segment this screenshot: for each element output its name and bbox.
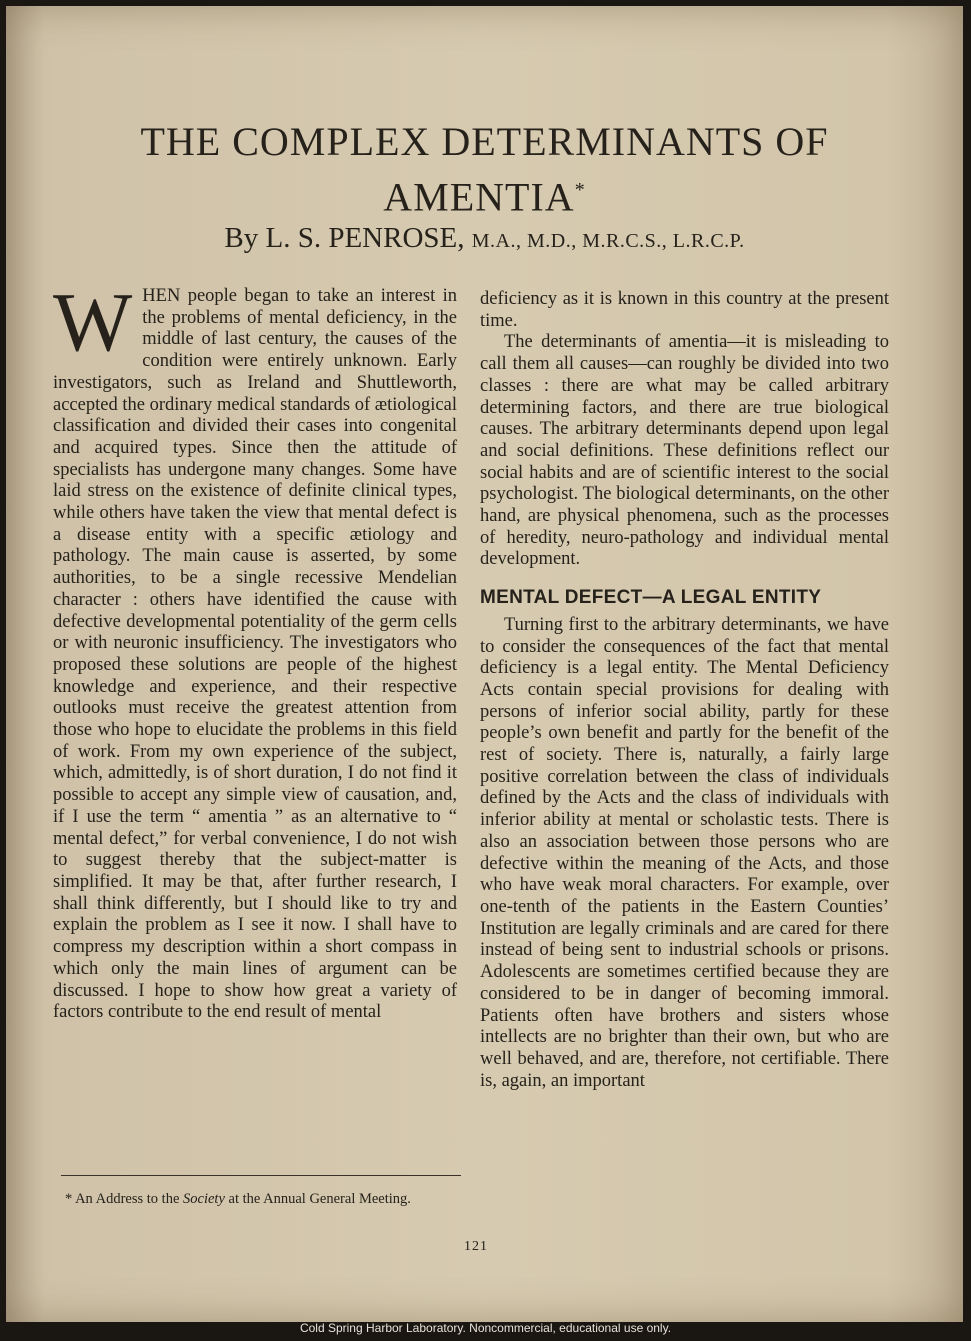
journal-page xyxy=(6,6,963,1322)
drop-cap: W xyxy=(53,276,133,369)
page-number: 121 xyxy=(464,1239,488,1254)
author-name: By L. S. PENROSE, xyxy=(224,222,465,254)
image-credit: Cold Spring Harbor Laboratory. Noncommercial, educational use only. xyxy=(299,1321,672,1335)
footnote-text-start: * An Address to the xyxy=(65,1191,184,1207)
footnote-text-end: at the Annual General Meeting. xyxy=(224,1191,411,1207)
intro-paragraph: HEN people began to take an interest in the problems of mental deficiency, in the middle of last century, the causes of the condition were entirely unknown. Early investigators, such as Ireland and Shuttleworth, accepted the ordinary medical standards of ætiological classification and divided their cases into congenital and acquired types. Since then the attitude of specialists has undergone many changes. Some have laid stress on the existence of definite clinical types, while others have taken the view that mental defect is a disease entity with a specific ætiology and pathology. The main cause is asserted, by some authorities, to be a single recessive Mendelian character : others have identified the cause with defective developmental potentiality of the germ cells or with neuronic insufficiency. The investigators who proposed these solutions are people of the highest knowledge and experience, and their respective outlooks must receive the greatest attention from those who hope to elucidate the problems in this field of work. From my own experience of the subject, which, admittedly, is of short duration, I do not find it possible to accept any simple view of causation, and, if I use the term “ amentia ” as an alternative to “ mental defect,” for verbal convenience, I do not wish to suggest thereby that the subject-matter is simplified. It may be that, after further research, I shall think differently, but I should like to try and explain the problem as I see it now. I shall have to compress my description within a short compass in which only the main lines of argument can be discussed. I hope to show how great a variety of factors contribute to the end result of mental xyxy=(53,286,457,1023)
paragraph-determinants: The determinants of amentia—it is misleading to call them all causes—can roughly be divided into two classes : there are what may be called arbitrary determining factors, and there are true biological causes. The arbitrary determinants depend upon legal and social definitions. These definitions reflect our social habits and are of scientific interest to the social psychologist. The biological determinants, on the other hand, are physical phenomena, such as the processes of heredity, neuro-pathology and individual mental development. xyxy=(480,332,889,570)
right-column xyxy=(480,289,889,1092)
footnote xyxy=(53,1192,463,1207)
footnote-rule xyxy=(61,1175,461,1176)
paragraph-legal-entity: Turning first to the arbitrary determinants, we have to consider the consequences of the fact that mental deficiency is a legal entity. The Mental Deficiency Acts contain special provisions for dealing with persons of inferior social ability, partly for these people’s own benefit and partly for the benefit of the rest of society. There is, naturally, a fairly large positive correlation between the class of individuals defined by the Acts and the class of individuals with inferior ability at mental or scholastic tests. There is also an association between those persons who are defective within the meaning of the Acts, and those who have weak moral characters. For example, over one-tenth of the patients in the Eastern Counties’ Institution are legally criminals and are cared for there instead of being sent to industrial schools or prisons. Adolescents are sometimes certified because they are considered to be in danger of becoming immoral. Patients often have brothers and sisters whose intellects are no brighter than their own, but who are well behaved, and are, therefore, not certifiable. There is, again, an important xyxy=(480,614,889,1091)
left-column xyxy=(53,276,457,1024)
author-byline xyxy=(46,222,923,255)
article-title-text: THE COMPLEX DETERMINANTS OF AMENTIA xyxy=(140,119,829,220)
footnote-italic: Society xyxy=(183,1191,225,1207)
author-degrees: M.A., M.D., M.R.C.S., L.R.C.P. xyxy=(471,230,745,252)
paragraph-continued: deficiency as it is known in this country at the present time. xyxy=(480,289,889,331)
article-title xyxy=(46,118,923,221)
section-heading: MENTAL DEFECT—A LEGAL ENTITY xyxy=(480,587,822,609)
title-footnote-mark: * xyxy=(574,179,586,201)
